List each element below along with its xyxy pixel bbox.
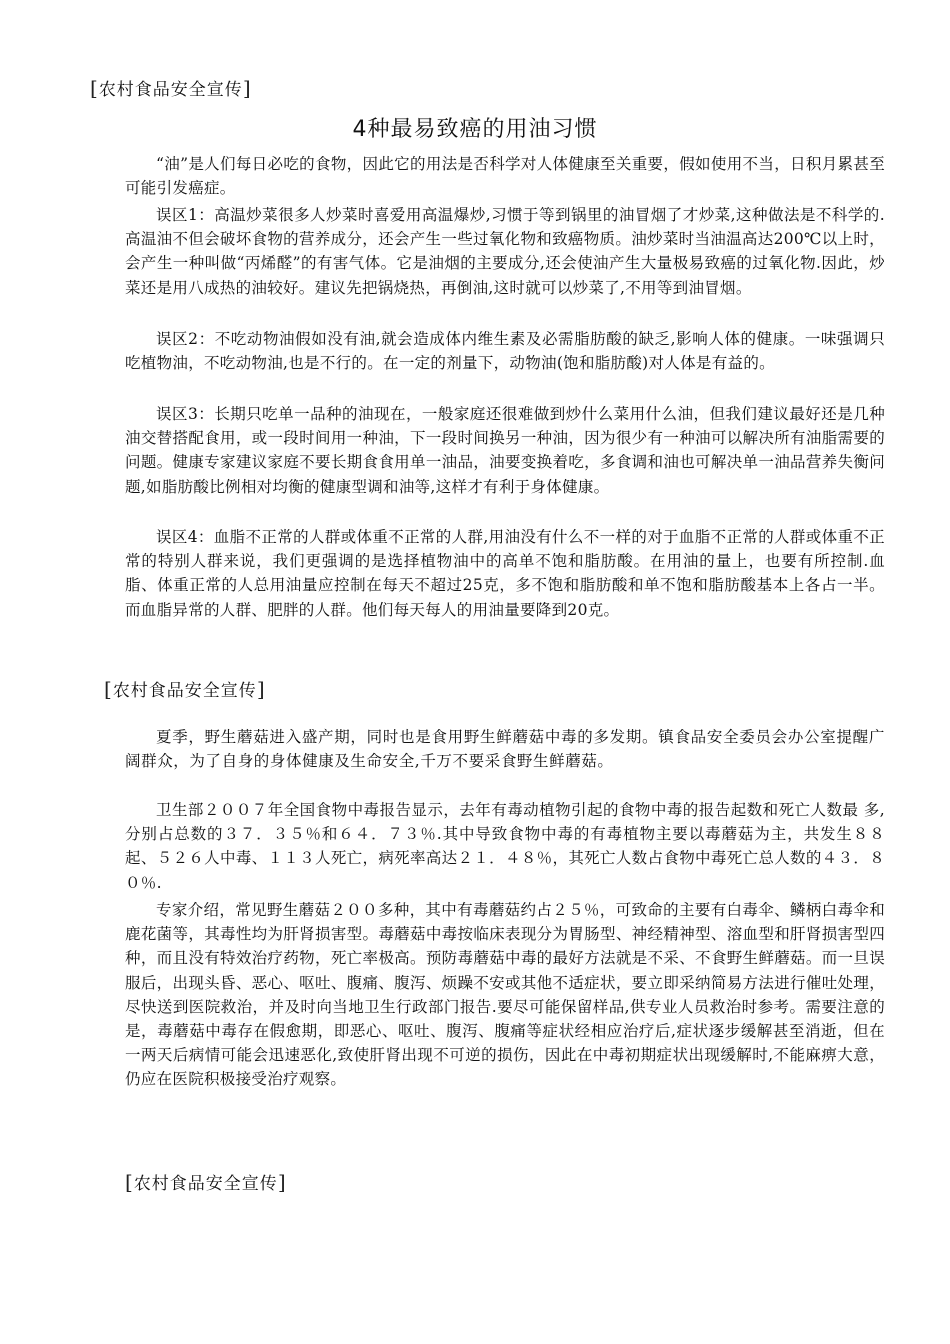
- bracket-open: [: [104, 677, 113, 701]
- section-tag-label: 农村食品安全宣传: [112, 681, 257, 701]
- bracket-open: [: [125, 1170, 134, 1194]
- bracket-close: ]: [277, 1170, 287, 1194]
- paragraph: 误区3：长期只吃单一品种的油现在，一般家庭还很难做到炒什么菜用什么油，但我们建议最好还是几种油交替搭配食用，或一段时间用一种油，下一段时间换另一种油，因为很少有一种油可以解决所有油脂需要的问题。健康专家建议家庭不要长期食食用单一油品，油要变换着吃，多食调和油也可解决单一油品营养失衡问题,如脂肪酸比例相对均衡的健康型调和油等,这样才有利于身体健康。: [125, 405, 885, 496]
- bracket-close: ]: [242, 76, 252, 100]
- paragraph: 卫生部２００７年全国食物中毒报告显示，去年有毒动植物引起的食物中毒的报告起数和死亡人数最 多,分别占总数的３７．３５％和６４．７３％.其中导致食物中毒的有毒植物主要以毒蘑菇为主，共发生８８起、５２６人中毒、１１３人死亡，病死率高达２１．４８％，其死亡人数占食物中毒死亡总人数的４３．８０％.: [125, 801, 885, 892]
- paragraph: 误区4：血脂不正常的人群或体重不正常的人群,用油没有什么不一样的对于血脂不正常的人群或体重不正常的特别人群来说，我们更强调的是选择植物油中的高单不饱和脂肪酸。在用油的量上，也要有所控制.血脂、体重正常的人总用油量应控制在每天不超过25克，多不饱和脂肪酸和单不饱和脂肪酸基本上各占一半。而血脂异常的人群、肥胖的人群。他们每天每人的用油量要降到20克。: [125, 528, 885, 619]
- bracket-close: ]: [256, 677, 266, 701]
- article-title: 4种最易致癌的用油习惯: [352, 117, 598, 142]
- bracket-open: [: [90, 76, 99, 100]
- section-tag: [125, 1170, 287, 1196]
- section-tag-label: 农村食品安全宣传: [98, 80, 243, 100]
- paragraph: 专家介绍，常见野生蘑菇２００多种，其中有毒蘑菇约占２５％，可致命的主要有白毒伞、鳞柄白毒伞和鹿花菌等，其毒性均为肝肾损害型。毒蘑菇中毒按临床表现分为胃肠型、神经精神型、溶血型和肝肾损害型四种，而且没有特效治疗药物，死亡率极高。预防毒蘑菇中毒的最好方法就是不采、不食野生鲜蘑菇。而一旦误服后，出现头昏、恶心、呕吐、腹痛、腹泻、烦躁不安或其他不适症状，要立即采纳简易方法进行催吐处理，尽快送到医院救治，并及时向当地卫生行政部门报告.要尽可能保留样品,供专业人员救治时参考。需要注意的是，毒蘑菇中毒存在假愈期，即恶心、呕吐、腹泻、腹痛等症状经相应治疗后,症状逐步缓解甚至消逝，但在一两天后病情可能会迅速恶化,致使肝肾出现不可逆的损伤，因此在中毒初期症状出现缓解时,不能麻痹大意，仍应在医院积极接受治疗观察。: [125, 901, 885, 1089]
- section-tag-label: 农村食品安全宣传: [133, 1174, 278, 1194]
- section-tag: [90, 76, 252, 102]
- paragraph: 误区2：不吃动物油假如没有油,就会造成体内维生素及必需脂肪酸的缺乏,影响人体的健康。一味强调只吃植物油，不吃动物油,也是不行的。在一定的剂量下，动物油(饱和脂肪酸)对人体是有益的。: [125, 330, 885, 373]
- paragraph: 夏季，野生蘑菇进入盛产期，同时也是食用野生鲜蘑菇中毒的多发期。镇食品安全委员会办公室提醒广阔群众，为了自身的身体健康及生命安全,千万不要采食野生鲜蘑菇。: [125, 728, 885, 771]
- paragraph: “油”是人们每日必吃的食物，因此它的用法是否科学对人体健康至关重要，假如使用不当，日积月累甚至可能引发癌症。: [125, 155, 885, 198]
- section-tag: [104, 677, 266, 703]
- paragraph: 误区1：高温炒菜很多人炒菜时喜爱用高温爆炒,习惯于等到锅里的油冒烟了才炒菜,这种做法是不科学的.高温油不但会破坏食物的营养成分，还会产生一些过氧化物和致癌物质。油炒菜时当油温高达200℃以上时，会产生一种叫做“丙烯醛”的有害气体。它是油烟的主要成分,还会使油产生大量极易致癌的过氧化物.因此，炒菜还是用八成热的油较好。建议先把锅烧热，再倒油,这时就可以炒菜了,不用等到油冒烟。: [125, 206, 885, 297]
